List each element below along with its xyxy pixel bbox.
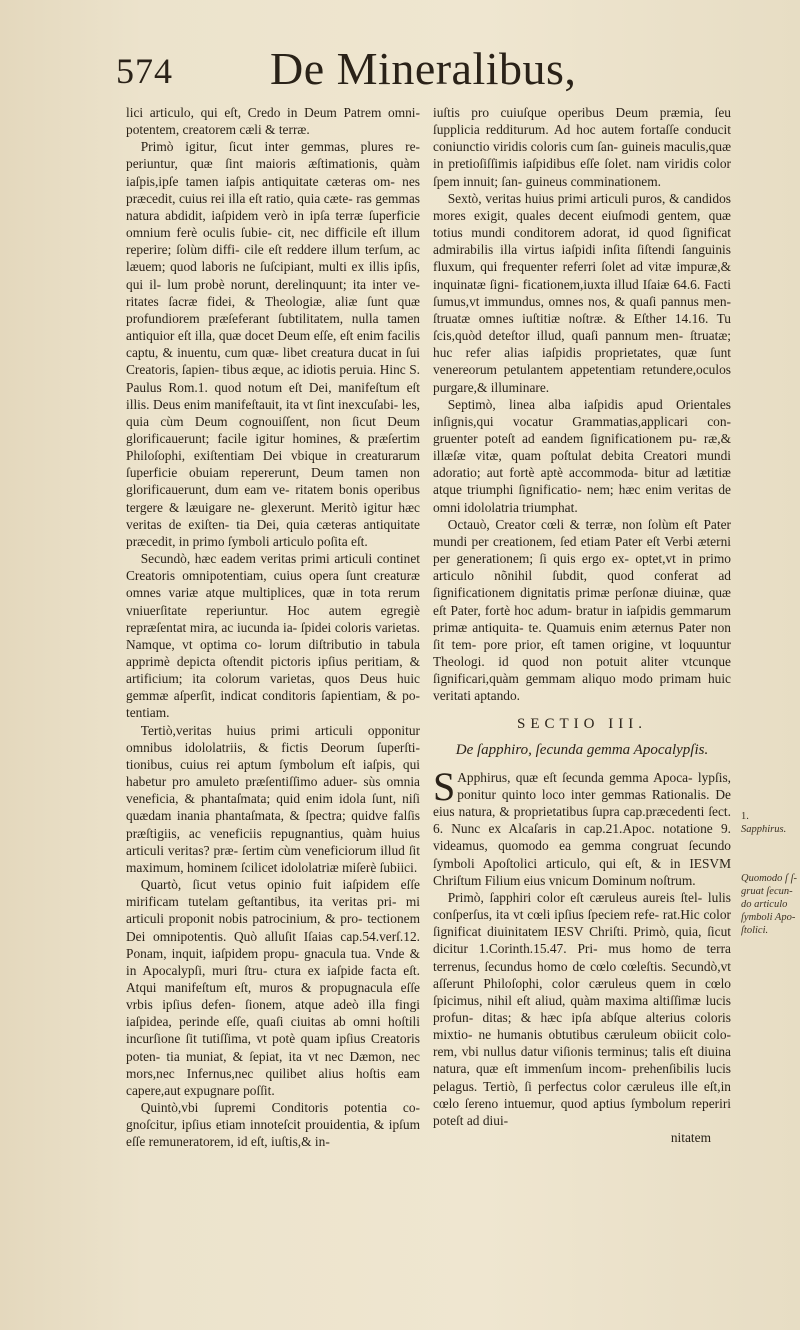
left-paragraph: Tertiò,veritas huius primi articuli opponitur omnibus idololatriis, & fictis Deorum ſuperſti- tionibus, cuius rei aptum ſymbolum eſt iaſpis, qui habetur pro amuleto præſentiſſimo aduer- sùs omnia veneficia, & phantaſmata; quid enim idola ſunt, niſi quædam inania phantaſmata, & ſpectra; quidve falſis præſtigiis, ac veneficiis repugnantius, quàm huius articuli veritas? præ- ſertim cùm veneficiorum illud ſit maximum, hominem ſcilicet idololatriæ miſerè ſubiici. [126, 722, 420, 875]
left-paragraph: lici articulo, qui eſt, Credo in Deum Patrem omni- potentem, creatorem cæli & terræ. [126, 105, 420, 138]
left-paragraph: Primò igitur, ſicut inter gemmas, plures re- periuntur, quæ ſint maioris æſtimationis, quàm iaſpis,ipſe tamen iaſpis antiquitate cæteras om- nes præcedit, cuius rei illa eſt ratio, quia cæte- ras gemmas natura abdidit, iaſpidem verò in ipſa terræ ſuperficie omnium ferè oculis ſubie- cit, nec difficile eſt illum reperire; ſolùm diffi- cile eſt reddere illum terſum, ac læuem; quod laboris ne ſuſcipiant, multi ex illis ipſis, qui il- lum probè norunt, derelinquunt; ita inter ve- ritates ſacræ fidei, & Theologiæ, aliæ ſunt quæ profundiorem præſeferant ſubtilitatem, nulla tamen antiquior eſt illa, quæ docet Deum eſſe, eſt enim facilis captu, & inuentu, cum quæ- libet creatura ducat in ſui Creatoris, ſapien- tibus æque, ac idiotis peruia. Hinc S. Paulus Rom.1. quod notum eſt Dei, manifeſtum eſt illis. Deus enim manifeſtauit, ita vt ſint inexcuſabi- les, quia cùm Deum cognouiſſent, non ſicut Deum glorificauerunt; facile igitur homines, & præſertim Philoſophi, exiſtentiam Dei vbique in creaturarum ſuperficie obuiam repererunt, Deum tamen non glorificauerunt, dum eam ve- ritatem bonis operibus tergere & læuigare ne- glexerunt. Meritò igitur hæc veritas de exiſten- tia Dei, quia cæteras antiquitate præcedit, in primo ſymboli articulo poſita eſt. [126, 139, 420, 549]
page-header [100, 42, 760, 98]
right-paragraph: Septimò, linea alba iaſpidis apud Orientales inſignis,qui vocatur Grammatias,applicari con- gruenter poteſt ad eandem ſignificationem pu- ræ,& illæſæ vitæ, quam poſtulat debita Creatori mundi adoratio; aut fortè aptè accommoda- bitur ad lætitiæ atque triumphi ſignificatio- nem; hæc enim veritas de omni idololatria triumphat. [433, 396, 731, 515]
margin-note-quomodo: Quomodo ſ ſ- gruat ſecun- do articulo ſymboli Apo- ſtolici. [741, 873, 797, 936]
drop-cap: S [433, 763, 456, 809]
left-paragraph: Quintò,vbi ſupremi Conditoris potentia co- gnoſcitur, ipſius etiam innoteſcit prouidentia, & ipſum eſſe remuneratorem, id eſt, iuſtis,& in- [126, 1100, 420, 1150]
margin-section-number: 1. [741, 811, 749, 822]
section-paragraph-text: Apphirus, quæ eſt ſecunda gemma Apoca- lypſis, ponitur quinto loco inter gemmas Rationalis. De eius natura, & proprietatibus ſupra cap.præcedenti ſect. 6. Nunc ex Alcaſaris in cap.21.Apoc. notatione 9. videamus, quomodo ea gemma congruat ſecundo ſymboli Apoſtolici articulo, qui eſt, & in IESVM Chriſtum Filium eius vnicum Dominum noſtrum. [433, 769, 731, 888]
left-paragraph: Quartò, ſicut vetus opinio fuit iaſpidem eſſe mirificam tutelam geſtantibus, ita veritas pri- mi articuli proponit nobis patrocinium, & pro- tectionem Dei omnipotentis. Quò alluſit Iſaias cap.54.verſ.12. Ponam, inquit, iaſpidem propu- gnacula tua. Vnde & in Apocalypſi, muri ſtru- ctura ex iaſpide facta eſt. Atqui manifeſtum eſt, muros & propugnacula eſſe vrbis ipſius defen- ſionem, atque adeò illa fingi iaſpidea, perinde eſſe, quaſi ciuitas ab omni hoſtili incurſione ſit tutiſſima, vt potè quam ipſius Creatoris poten- tia muniat, & ſepiat, ita vt nec Dæmon, nec mors,nec Infernus,nec quilibet alius hoſtis eam capere,aut expugnare poſſit. [126, 877, 420, 1098]
section-paragraph [433, 763, 731, 889]
catchword: nitatem [670, 1130, 711, 1146]
left-column [126, 104, 420, 1151]
section-heading: SECTIO III. [517, 716, 647, 733]
right-paragraph: iuſtis pro cuiuſque operibus Deum præmia, ſeu ſupplicia redditurum. Ad hoc autem fortaſſe conducit coniunctio viridis coloris cum ſan- guineis maculis,quæ in pretioſiſſimis iaſpidibus eſſe ſolet. nam viridis color ſpem innuit; ſan- guineus comminationem. [433, 105, 731, 189]
right-column [433, 104, 731, 1146]
section-paragraph: Primò, ſapphiri color eſt cæruleus aureis ſtel- lulis conſperſus, ita vt cœli ipſius ſpeciem refe- rat.Hic color ſignificat diuinitatem IESV Chriſti. Primò, quia, ſicut dicitur 1.Corinth.15.47. Pri- mus homo de terra terrenus, ſecundus homo de cœlo cœleſtis. Secundò,vt aſſerunt Philoſophi, color cæruleus quem in cœlo ſpicimus, nihil eſt aliud, quàm maxima altiſſimæ lucis profun- ditas; & hæc ipſa abſque alterius coloris mixtio- ne humanis obtutibus cæruleum obiicit colo- rem, vbi nullus datur viſionis terminus; talis eſt diuina natura, quæ eſt immenſum incom- prehenſibilis lucis pelagus. Tertiò, ſi perfectus color cæruleus ille eſt,in cœlo ſereno intuemur, quod aptius ſymbolum reperiri poteſt ad diui- [433, 889, 731, 1128]
running-head: De Mineralibus, [270, 43, 577, 94]
margin-section-label: Sapphirus. [741, 824, 787, 835]
left-paragraph: Secundò, hæc eadem veritas primi articuli continet Creatoris omnipotentiam, cuius opera ſunt creaturæ omnes variæ atque multiplices, quæ in tota rerum vniuerſitate reperiuntur. Hoc autem egregiè repræſentat mira, ac iucunda ia- ſpidei coloris varietas. Namque, vt optima co- lorum diſtributio in tabula apprimè depicta oſtendit pictoris ipſius peritiam, & artificium; ita colorum varietas, quos Deus huic gemmæ aſperſit, indicat conditoris ſapientiam, & po- tentiam. [126, 551, 420, 721]
right-paragraph: Octauò, Creator cœli & terræ, non ſolùm eſt Pater mundi per creationem, ſed etiam Pater eſt Verbi æterni per generationem; ſi quis ergo ex- optet,vt in primo articulo nõnihil ſubdit, quod conferat ad ſignificationem dignitatis primæ perſonæ diuinæ, quæ eſt Pater, fortè hoc adum- bratur in iaſpidis gemmarum primæ antiquita- te. Quamuis enim æternus Pater non ſit tem- pore prior, eſt tamen origine, vt loquuntur Theologi. id quod non potuit aliter vtcunque ſignificari,quàm gemmam aliquo modo primam huic veritati aptando. [433, 516, 731, 704]
right-paragraph: Sextò, veritas huius primi articuli puros, & candidos mores exigit, quales decent eiuſmodi gentem, quæ totius mundi conditorem adorat, id quod ſignificat admirabilis illa virtus iaſpidi inſita ſiſtendi ſanguinis fluxum, qui frequenter referri ſolet ad vitæ impuræ,& inquinatæ ſigni- ficationem,iuxta illud Iſaiæ 64.6. Facti ſumus,vt immundus, omnes nos, & quaſi pannus men- ſtruatæ omnes iuſtitiæ noſtræ. & Eſther 14.16. Tu ſcis,quòd deteſtor illud, quaſi pannum men- ſtruatæ; huc refer alias iaſpidis proprietates, quæ ſunt venereorum petulantem appetentiam retundere,oculos purgare,& illuminare. [433, 190, 731, 395]
page-number: 574 [116, 51, 173, 91]
section-subtitle: De ſapphiro, ſecunda gemma Apocalypſis. [455, 741, 709, 758]
